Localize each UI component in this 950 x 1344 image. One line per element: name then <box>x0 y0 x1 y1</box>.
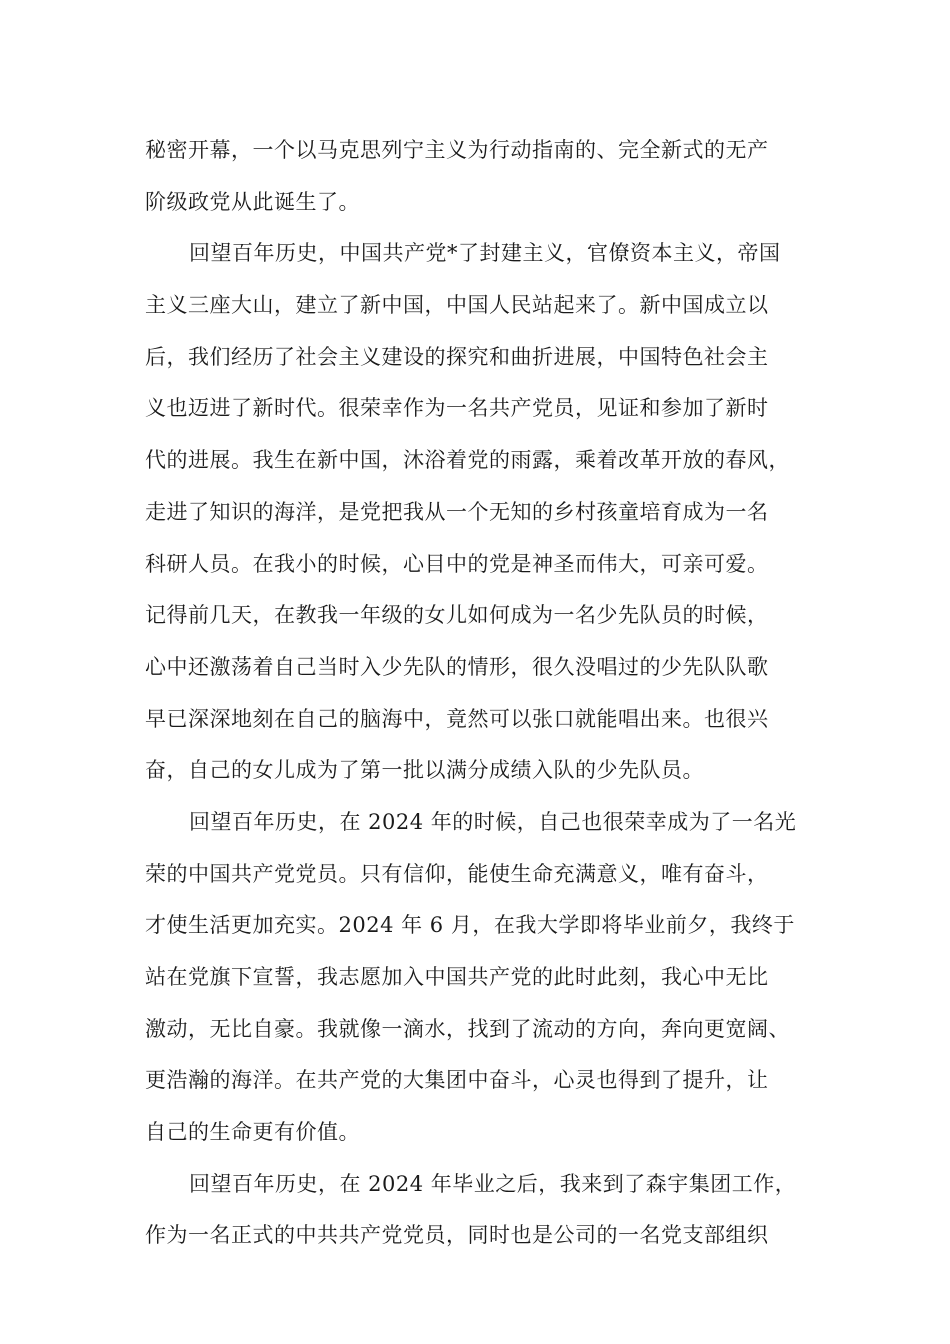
text-line: 奋，自己的女儿成为了第一批以满分成绩入队的少先队员。 <box>145 758 704 783</box>
text-line: 义也迈进了新时代。很荣幸作为一名共产党员，见证和参加了新时 <box>145 396 769 421</box>
paragraph-first-line: 回望百年历史，在 2024 年的时候，自己也很荣幸成为了一名光 <box>189 809 797 834</box>
text-line: 更浩瀚的海洋。在共产党的大集团中奋斗，心灵也得到了提升，让 <box>145 1068 769 1093</box>
text-line: 荣的中国共产党党员。只有信仰，能使生命充满意义，唯有奋斗， <box>145 861 769 886</box>
text-line: 站在党旗下宣誓，我志愿加入中国共产党的此时此刻，我心中无比 <box>145 965 769 989</box>
text-line: 心中还激荡着自己当时入少先队的情形，很久没唱过的少先队队歌 <box>145 654 769 679</box>
text-line: 自己的生命更有价值。 <box>145 1120 360 1145</box>
text-line: 代的进展。我生在新中国，沐浴着党的雨露，乘着改革开放的春风， <box>145 448 790 473</box>
text-line: 才使生活更加充实。2024 年 6 月，在我大学即将毕业前夕，我终于 <box>145 913 795 938</box>
text-line: 走进了知识的海洋，是党把我从一个无知的乡村孩童培育成为一名 <box>145 499 769 524</box>
paragraph-first-line: 回望百年历史，在 2024 年毕业之后，我来到了森宇集团工作， <box>189 1171 797 1196</box>
text-line: 秘密开幕，一个以马克思列宁主义为行动指南的、完全新式的无产 <box>145 138 769 162</box>
text-line: 后，我们经历了社会主义建设的探究和曲折进展，中国特色社会主 <box>145 344 769 369</box>
text-line: 早已深深地刻在自己的脑海中，竟然可以张口就能唱出来。也很兴 <box>145 706 769 731</box>
text-line: 主义三座大山，建立了新中国，中国人民站起来了。新中国成立以 <box>145 293 769 318</box>
text-line: 阶级政党从此诞生了。 <box>145 189 360 214</box>
paragraph-first-line: 回望百年历史，中国共产党*了封建主义，官僚资本主义，帝国 <box>189 241 781 266</box>
text-line: 激动，无比自豪。我就像一滴水，找到了流动的方向，奔向更宽阔、 <box>145 1016 790 1041</box>
text-line: 记得前几天，在教我一年级的女儿如何成为一名少先队员的时候， <box>145 603 769 628</box>
text-line: 科研人员。在我小的时候，心目中的党是神圣而伟大，可亲可爱。 <box>145 551 769 576</box>
text-line: 作为一名正式的中共共产党党员，同时也是公司的一名党支部组织 <box>145 1223 769 1248</box>
body-text <box>145 128 825 1265</box>
